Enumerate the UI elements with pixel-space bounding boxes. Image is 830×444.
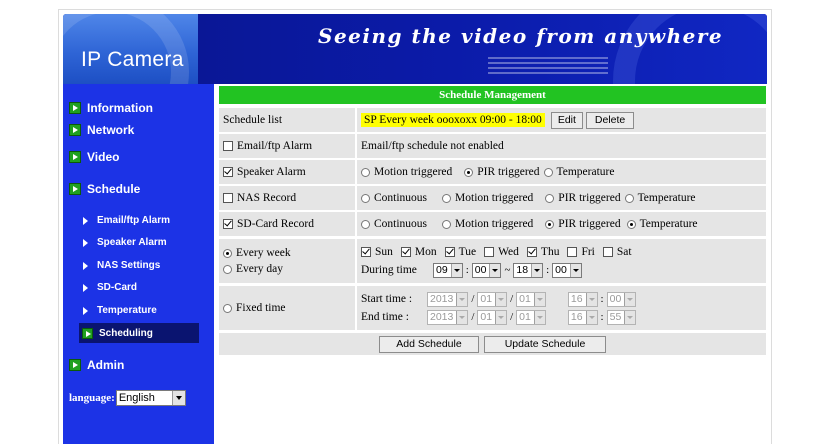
start-year-select[interactable] <box>427 292 468 307</box>
select-value: 01 <box>480 293 493 305</box>
end-time-label: End time : <box>361 311 409 323</box>
start-minute-select[interactable] <box>607 292 637 307</box>
checkbox[interactable] <box>527 247 537 257</box>
select-value: 18 <box>516 264 529 276</box>
green-arrow-icon <box>69 359 81 371</box>
banner-slogan: Seeing the video from anywhere <box>318 24 724 48</box>
sidebar-item-nas-settings[interactable] <box>83 260 160 271</box>
triangle-bullet-icon <box>83 239 88 247</box>
chevron-down-icon <box>586 311 597 324</box>
email-ftp-status-text: Email/ftp schedule not enabled <box>361 140 504 152</box>
sidebar-item-temperature[interactable] <box>83 305 157 316</box>
email-ftp-alarm-checkbox[interactable] <box>223 141 233 151</box>
radio-button[interactable] <box>544 168 553 177</box>
schedule-entry[interactable]: SP Every week oooxoxx 09:00 - 18:00 <box>361 113 545 127</box>
day-wed[interactable] <box>484 246 519 258</box>
chevron-down-icon <box>495 293 506 306</box>
day-label: Tue <box>458 246 477 258</box>
time-separator: : <box>600 293 604 305</box>
chevron-down-icon <box>534 293 545 306</box>
nas-record-label: NAS Record <box>237 192 297 204</box>
radio-button[interactable] <box>442 220 451 229</box>
update-schedule-button[interactable]: Update Schedule <box>484 336 606 353</box>
edit-button[interactable]: Edit <box>551 112 583 129</box>
sidebar-item-label: Temperature <box>97 305 157 316</box>
speaker-motion-option[interactable] <box>361 166 452 178</box>
chevron-down-icon <box>495 311 506 324</box>
option-label: Motion triggered <box>455 218 534 230</box>
sd-card-record-label: SD-Card Record <box>237 218 314 230</box>
end-minute-select[interactable] <box>607 310 637 325</box>
select-value: 16 <box>570 311 583 323</box>
radio-button[interactable] <box>442 194 451 203</box>
speaker-alarm-row <box>219 160 766 184</box>
option-label: Temperature <box>637 192 696 204</box>
chevron-down-icon <box>456 293 467 306</box>
option-label: Continuous <box>374 192 428 204</box>
radio-button[interactable] <box>223 304 232 313</box>
radio-button-selected[interactable] <box>223 249 232 258</box>
green-arrow-icon <box>82 328 93 339</box>
sd-card-record-checkbox[interactable] <box>223 219 233 229</box>
date-separator: / <box>510 311 514 323</box>
repeat-row <box>219 239 766 283</box>
start-hour-select[interactable] <box>568 292 598 307</box>
sd-continuous-option[interactable] <box>361 218 427 230</box>
speaker-temperature-option[interactable] <box>544 166 615 178</box>
date-separator: / <box>510 293 514 305</box>
action-row <box>219 333 766 355</box>
nas-motion-option[interactable] <box>442 192 533 204</box>
sd-pir-option[interactable] <box>545 218 620 230</box>
triangle-bullet-icon <box>83 284 88 292</box>
during-time-label: During time <box>361 264 417 276</box>
start-month-select[interactable] <box>477 292 507 307</box>
option-label: Continuous <box>374 218 428 230</box>
option-label: Every day <box>236 263 283 275</box>
sidebar-item-label: Information <box>87 101 153 115</box>
chevron-down-icon <box>570 264 581 277</box>
sidebar-item-speaker-alarm[interactable] <box>83 237 167 248</box>
select-value: 2013 <box>430 293 454 305</box>
radio-button-selected[interactable] <box>464 168 473 177</box>
day-sun[interactable] <box>361 246 393 258</box>
sidebar-item-sd-card[interactable] <box>83 282 137 293</box>
end-hour-select[interactable] <box>513 263 543 278</box>
day-label: Sun <box>375 246 393 258</box>
option-label: PIR triggered <box>558 192 621 204</box>
checkbox[interactable] <box>567 247 577 257</box>
banner <box>63 14 767 84</box>
day-label: Fri <box>581 246 595 258</box>
triangle-bullet-icon <box>83 217 88 225</box>
day-thu[interactable] <box>527 246 560 258</box>
radio-button[interactable] <box>361 220 370 229</box>
day-label: Sat <box>616 246 632 258</box>
chevron-down-icon <box>624 311 635 324</box>
delete-button[interactable]: Delete <box>586 112 634 129</box>
select-value: 01 <box>519 311 531 323</box>
triangle-bullet-icon <box>83 262 88 270</box>
fixed-time-row <box>219 286 766 330</box>
schedule-management-panel <box>219 86 766 350</box>
select-value: 16 <box>570 293 583 305</box>
select-value: 00 <box>609 293 622 305</box>
sidebar-item-information[interactable] <box>69 101 153 115</box>
sd-motion-option[interactable] <box>442 218 533 230</box>
checkbox[interactable] <box>361 247 371 257</box>
email-ftp-alarm-row <box>219 134 766 158</box>
during-time-row <box>361 261 582 279</box>
sidebar-item-scheduling[interactable] <box>79 323 199 343</box>
sidebar <box>63 84 214 444</box>
checkbox[interactable] <box>401 247 411 257</box>
sidebar-item-label: Scheduling <box>99 327 153 339</box>
start-time-row <box>361 290 636 308</box>
option-label: Fixed time <box>236 302 286 314</box>
sidebar-item-admin[interactable] <box>69 358 124 372</box>
sidebar-item-label: NAS Settings <box>97 260 161 271</box>
start-day-select[interactable] <box>516 292 546 307</box>
option-label: PIR triggered <box>558 218 621 230</box>
sidebar-item-schedule[interactable] <box>69 182 140 196</box>
add-schedule-button[interactable]: Add Schedule <box>379 336 479 353</box>
radio-button[interactable] <box>625 194 634 203</box>
speaker-alarm-checkbox[interactable] <box>223 167 233 177</box>
email-ftp-alarm-label: Email/ftp Alarm <box>237 140 313 152</box>
nas-record-row <box>219 186 766 210</box>
day-label: Thu <box>540 246 560 258</box>
sd-temperature-option[interactable] <box>627 218 698 230</box>
chevron-down-icon <box>586 293 597 306</box>
chevron-down-icon <box>534 311 545 324</box>
panel-title: Schedule Management <box>219 86 766 104</box>
language-selector <box>69 390 186 406</box>
select-value: 2013 <box>430 311 454 323</box>
day-label: Wed <box>498 246 519 258</box>
sidebar-item-video[interactable] <box>69 150 119 164</box>
option-label: Motion triggered <box>455 192 534 204</box>
schedule-list-row <box>219 108 766 132</box>
triangle-bullet-icon <box>83 307 88 315</box>
radio-button[interactable] <box>361 194 370 203</box>
chevron-down-icon <box>489 264 500 277</box>
sidebar-item-label: Network <box>87 123 135 137</box>
every-day-option[interactable] <box>223 261 283 277</box>
day-sat[interactable] <box>603 246 632 258</box>
option-label: Temperature <box>556 166 615 178</box>
sidebar-item-label: Speaker Alarm <box>97 237 167 248</box>
select-value: 01 <box>480 311 493 323</box>
sidebar-item-label: Admin <box>87 358 125 372</box>
checkbox[interactable] <box>484 247 494 257</box>
range-separator: ~ <box>504 264 511 276</box>
brand-logo: IP Camera <box>81 48 184 71</box>
speaker-pir-option[interactable] <box>464 166 539 178</box>
schedule-list-label: Schedule list <box>219 108 355 132</box>
option-label: PIR triggered <box>477 166 540 178</box>
weekday-checkboxes <box>361 243 642 261</box>
option-label: Motion triggered <box>374 166 453 178</box>
green-arrow-icon <box>69 124 81 136</box>
start-hour-select[interactable] <box>433 263 463 278</box>
date-separator: / <box>471 293 475 305</box>
checkbox[interactable] <box>603 247 613 257</box>
select-value: 00 <box>555 264 567 276</box>
end-hour-select[interactable] <box>568 310 598 325</box>
end-minute-select[interactable] <box>552 263 582 278</box>
nas-pir-option[interactable] <box>545 192 620 204</box>
day-fri[interactable] <box>567 246 594 258</box>
day-label: Mon <box>414 246 437 258</box>
nas-record-checkbox[interactable] <box>223 193 233 203</box>
sidebar-item-network[interactable] <box>69 123 134 137</box>
date-separator: / <box>471 311 475 323</box>
sidebar-item-label: Video <box>87 150 120 164</box>
sidebar-item-email-ftp-alarm[interactable] <box>83 215 170 226</box>
day-tue[interactable] <box>445 246 476 258</box>
checkbox[interactable] <box>445 247 455 257</box>
sd-card-record-row <box>219 212 766 236</box>
sidebar-item-label: Schedule <box>87 182 141 196</box>
radio-button[interactable] <box>545 194 554 203</box>
time-separator: : <box>465 264 469 276</box>
end-day-select[interactable] <box>516 310 546 325</box>
every-week-option[interactable] <box>223 245 291 261</box>
option-label: Temperature <box>639 218 698 230</box>
chevron-down-icon <box>531 264 542 277</box>
green-arrow-icon <box>69 151 81 163</box>
nas-temperature-option[interactable] <box>625 192 696 204</box>
option-label: Every week <box>236 247 291 259</box>
sidebar-item-label: Email/ftp Alarm <box>97 215 170 226</box>
start-minute-select[interactable] <box>472 263 502 278</box>
chevron-down-icon <box>172 391 185 405</box>
time-separator: : <box>600 311 604 323</box>
end-time-row <box>361 308 636 326</box>
chevron-down-icon <box>624 293 635 306</box>
day-mon[interactable] <box>401 246 437 258</box>
time-separator: : <box>546 264 550 276</box>
language-value: English <box>118 392 155 404</box>
sidebar-item-label: SD-Card <box>97 282 138 293</box>
language-select[interactable] <box>116 390 186 406</box>
end-month-select[interactable] <box>477 310 507 325</box>
radio-button-selected[interactable] <box>627 220 636 229</box>
speaker-alarm-label: Speaker Alarm <box>237 166 306 178</box>
green-arrow-icon <box>69 102 81 114</box>
radio-button[interactable] <box>223 265 232 274</box>
select-value: 09 <box>436 264 448 276</box>
fixed-time-option[interactable] <box>223 302 286 314</box>
banner-decoration <box>488 57 608 79</box>
language-label: language: <box>69 392 115 404</box>
select-value: 00 <box>474 264 487 276</box>
chevron-down-icon <box>451 264 462 277</box>
end-year-select[interactable] <box>427 310 468 325</box>
nas-continuous-option[interactable] <box>361 192 427 204</box>
select-value: 01 <box>519 293 531 305</box>
radio-button[interactable] <box>361 168 370 177</box>
green-arrow-icon <box>69 183 81 195</box>
chevron-down-icon <box>456 311 467 324</box>
radio-button-selected[interactable] <box>545 220 554 229</box>
start-time-label: Start time : <box>361 293 413 305</box>
select-value: 55 <box>609 311 622 323</box>
